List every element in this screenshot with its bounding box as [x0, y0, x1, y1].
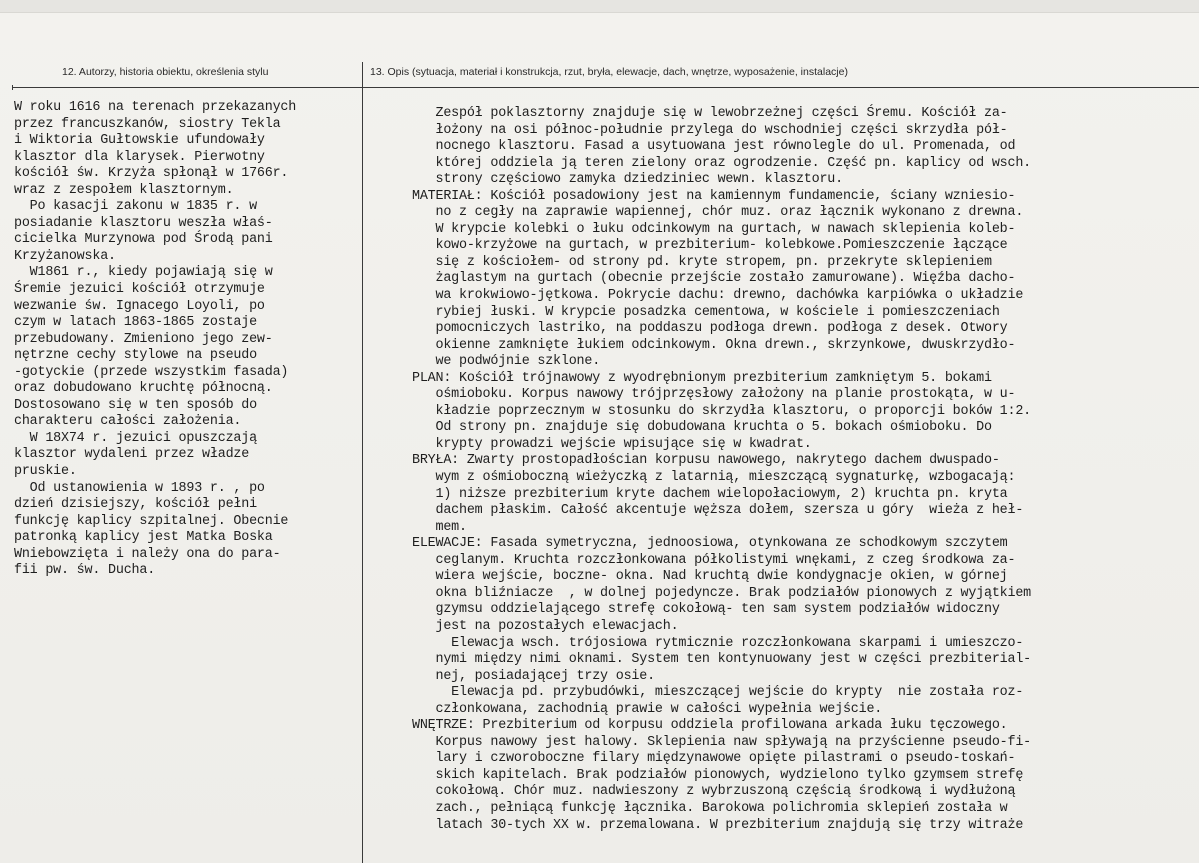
- description-text-line: gzymsu oddzielającego strefę cokołową- ten sam system podziałów widoczny: [412, 602, 1000, 618]
- description-text-line: lary i czworoboczne filary międzynawowe opięte pilastrami o pseudo-toskań-: [412, 751, 1016, 767]
- column-divider: [362, 62, 363, 863]
- description-text-column: [412, 106, 1031, 834]
- description-text-line: kowo-krzyżowe na gurtach, w prezbiterium- kolebkowe.Pomieszczenie łączące: [412, 238, 1008, 254]
- history-text-line: klasztor dla klarysek. Pierwotny: [14, 149, 265, 165]
- history-text-line: wraz z zespołem klasztornym.: [14, 182, 234, 198]
- history-text-line: oraz dobudowano kruchtę północną.: [14, 381, 273, 397]
- description-text-line: wym z ośmioboczną wieżyczką z latarnią, mieszczącą sygnaturkę, wzbogacają:: [412, 470, 1016, 486]
- description-text-line: okienne zamknięte łukiem odcinkowym. Okna drewn., skrzynkowe, dwuskrzydło-: [412, 337, 1016, 353]
- description-text-line: której oddziela ją teren zielony oraz ogrodzenie. Część pn. kaplicy od wsch.: [412, 155, 1032, 171]
- description-text-line: skich kapitelach. Brak podziałów pionowych, wydzielono tylko gzymsem strefę: [412, 767, 1024, 783]
- description-text-line: 1) niższe prezbiterium kryte dachem wielopołaciowym, 2) kruchta pn. kryta: [412, 486, 1008, 502]
- history-text-line: funkcję kaplicy szpitalnej. Obecnie: [14, 513, 289, 529]
- divider-tick: [12, 85, 13, 90]
- description-text-line: wiera wejście, boczne- okna. Nad kruchtą dwie kondygnacje okien, w górnej: [412, 569, 1008, 585]
- history-text-line: W roku 1616 na terenach przekazanych: [14, 100, 297, 115]
- history-text-line: -gotyckie (przede wszystkim fasada): [14, 364, 289, 380]
- description-text-line: się z kościołem- od strony pd. kryte stropem, pn. przekryte sklepieniem: [412, 254, 992, 270]
- description-text-line: dachem płaskim. Całość akcentuje węższa dołem, szersza u góry wieża z heł-: [412, 503, 1024, 519]
- history-text-line: Po kasacji zakonu w 1835 r. w: [14, 199, 257, 215]
- history-text-line: nętrzne cechy stylowe na pseudo: [14, 348, 257, 364]
- description-text-line: rybiej łuski. W krypcie posadzka cementowa, w kościele i pomieszczeniach: [412, 304, 1000, 320]
- history-text-line: W1861 r., kiedy pojawiają się w: [14, 265, 273, 281]
- history-text-line: klasztor wydaleni przez władze: [14, 447, 250, 463]
- description-text-line: jest na pozostałych elewacjach.: [412, 618, 679, 634]
- description-text-line: strony częściowo zamyka dziedziniec wewn. klasztoru.: [412, 172, 843, 188]
- description-text-line: ELEWACJE: Fasada symetryczna, jednoosiowa, otynkowana ze schodkowym szczytem: [412, 536, 1008, 552]
- history-text-line: charakteru całości założenia.: [14, 414, 242, 430]
- description-text-line: Korpus nawowy jest halowy. Sklepienia naw spływają na przyścienne pseudo-fi-: [412, 734, 1032, 750]
- description-text-line: WNĘTRZE: Prezbiterium od korpusu oddziela profilowana arkada łuku tęczowego.: [412, 718, 1008, 734]
- history-text-column: [14, 100, 296, 580]
- history-text-line: wezwanie św. Ignacego Loyoli, po: [14, 298, 265, 314]
- history-text-line: Od ustanowienia w 1893 r. , po: [14, 480, 265, 496]
- description-text-line: Zespół poklasztorny znajduje się w lewobrzeżnej części Śremu. Kościół za-: [412, 106, 1008, 121]
- description-text-line: ośmioboku. Korpus nawowy trójprzęsłowy założony na planie prostokąta, w u-: [412, 387, 1016, 403]
- description-text-line: nej, posiadającej trzy osie.: [412, 668, 655, 684]
- history-text-line: czym w latach 1863-1865 zostaje: [14, 315, 257, 331]
- description-text-line: cokołową. Chór muz. nadwieszony z wybrzuszoną częścią środkową i wydłużoną: [412, 784, 1016, 800]
- history-text-line: przebudowany. Zmieniono jego zew-: [14, 331, 273, 347]
- history-text-line: W 18X74 r. jezuici opuszczają: [14, 430, 257, 446]
- description-text-line: W krypcie kolebki o łuku odcinkowym na gurtach, w nawach sklepienia koleb-: [412, 221, 1016, 237]
- description-text-line: mem.: [412, 519, 467, 535]
- description-text-line: wa krokwiowo-jętkowa. Pokrycie dachu: drewno, dachówka karpiówka o układzie: [412, 288, 1024, 304]
- description-text-line: no z cegły na zaprawie wapiennej, chór muz. oraz łącznik wykonano z drewna.: [412, 205, 1024, 221]
- header-divider: [12, 87, 1199, 88]
- history-text-line: posiadanie klasztoru weszła właś-: [14, 215, 273, 231]
- description-text-line: żaglastym na gurtach (obecnie przejście zostało zamurowane). Więźba dacho-: [412, 271, 1016, 287]
- history-text-line: patronką kaplicy jest Matka Boska: [14, 530, 273, 546]
- description-text-line: Elewacja wsch. trójosiowa rytmicznie rozczłonkowana skarpami i umieszczo-: [412, 635, 1024, 651]
- description-text-line: MATERIAŁ: Kościół posadowiony jest na kamiennym fundamencie, ściany wzniesio-: [412, 188, 1016, 204]
- history-text-line: Śremie jezuici kościół otrzymuje: [14, 282, 265, 298]
- history-text-line: pruskie.: [14, 464, 77, 480]
- description-text-line: pomocniczych lastriko, na poddaszu podłoga drewn. podłoga z desek. Otwory: [412, 321, 1008, 337]
- description-text-line: nymi między nimi oknami. System ten kontynuowany jest w części prezbiterial-: [412, 652, 1032, 668]
- description-text-line: we podwójnie szklone.: [412, 354, 601, 370]
- description-text-line: kładzie poprzecznym w stosunku do skrzydła klasztoru, o proporcji boków 1:2.: [412, 403, 1032, 419]
- history-text-line: cicielka Murzynowa pod Środą pani: [14, 232, 273, 248]
- description-text-line: Elewacja pd. przybudówki, mieszczącej wejście do krypty nie została roz-: [412, 685, 1024, 701]
- description-text-line: członkowana, zachodnią prawie w całości wypełnia wejście.: [412, 701, 883, 717]
- description-text-line: okna bliźniacze , w dolnej pojedyncze. Brak podziałów pionowych z wyjątkiem: [412, 585, 1032, 601]
- description-text-line: krypty prowadzi wejście wpisujące się w kwadrat.: [412, 436, 812, 452]
- history-text-line: przez francuszkanów, siostry Tekla: [14, 116, 281, 132]
- history-text-line: kościół św. Krzyża spłonął w 1766r.: [14, 166, 289, 182]
- history-text-line: fii pw. św. Ducha.: [14, 563, 156, 579]
- history-text-line: dzień dzisiejszy, kościół pełni: [14, 497, 257, 513]
- description-text-line: Od strony pn. znajduje się dobudowana kruchta o 5. bokach ośmioboku. Do: [412, 420, 992, 436]
- page-top-edge: [0, 0, 1199, 13]
- history-text-line: i Wiktoria Gułtowskie ufundowały: [14, 133, 265, 149]
- description-text-line: latach 30-tych XX w. przemalowana. W prezbiterium znajdują się trzy witraże: [412, 817, 1024, 833]
- description-text-line: BRYŁA: Zwarty prostopadłościan korpusu nawowego, nakrytego dachem dwuspado-: [412, 453, 1000, 469]
- description-text-line: PLAN: Kościół trójnawowy z wyodrębnionym prezbiterium zamkniętym 5. bokami: [412, 370, 992, 386]
- history-text-line: Dostosowano się w ten sposób do: [14, 397, 257, 413]
- description-text-line: zach., pełniącą funkcję łącznika. Barokowa polichromia sklepień została w: [412, 800, 1008, 816]
- section-13-header: 13. Opis (sytuacja, materiał i konstrukcja, rzut, bryła, elewacje, dach, wnętrze, wyposażenie, instalacje): [370, 66, 848, 78]
- description-text-line: łożony na osi północ-południe przylega do wschodniej części skrzydła pół-: [412, 122, 1008, 138]
- description-text-line: ceglanym. Kruchta rozczłonkowana półkolistymi wnękami, z czeg środkowa za-: [412, 552, 1016, 568]
- history-text-line: Wniebowzięta i należy ona do para-: [14, 546, 281, 562]
- history-text-line: Krzyżanowska.: [14, 248, 116, 264]
- section-12-header: 12. Autorzy, historia obiektu, określenia stylu: [62, 66, 269, 78]
- description-text-line: nocnego klasztoru. Fasad a usytuowana jest równolegle do ul. Promenada, od: [412, 139, 1016, 155]
